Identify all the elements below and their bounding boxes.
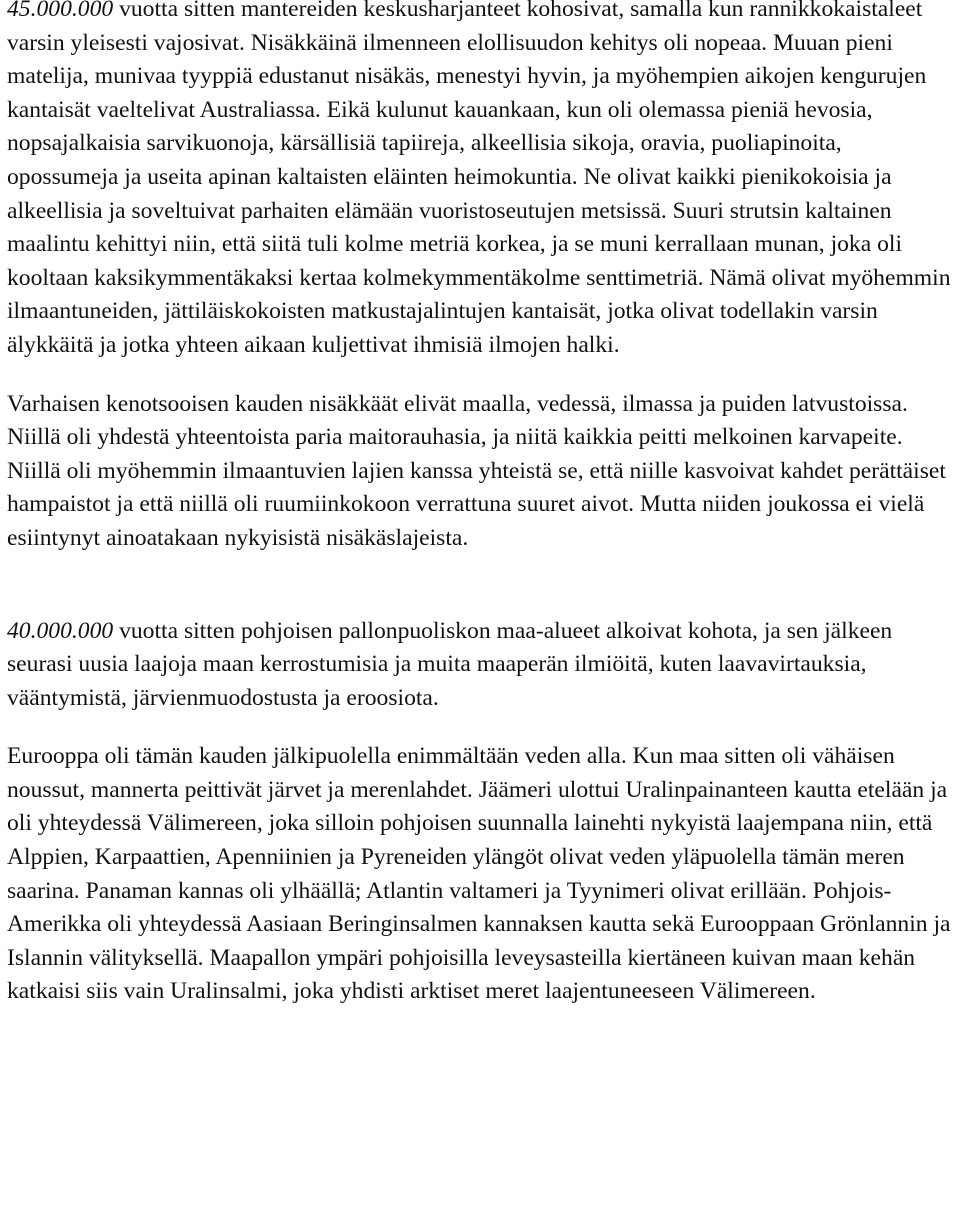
paragraph-text: Eurooppa oli tämän kauden jälkipuolella enimmältään veden alla. Kun maa sitten oli vähäisen noussut, mannerta peittivät järvet ja merenlahdet. Jäämeri ulottui Uralinpainanteen kautta etelään ja oli yhteydessä Välimereen, joka silloin pohjoisen suunnalla lainehti nykyistä laajempana niin, että Alppien, Karpaattien, Apenniinien ja Pyreneiden ylängöt olivat veden yläpuolella tämän meren saarina. Panaman kannas oli ylhäällä; Atlantin valtameri ja Tyynimeri olivat erillään. Pohjois-Amerikka oli yhteydessä Aasiaan Beringinsalmen kannaksen kautta sekä Eurooppaan Grönlannin ja Islannin välityksellä. Maapallon ympäri pohjoisilla leveysasteilla kiertäneen kuivan maan kehän katkaisi siis vain Uralinsalmi, joka yhdisti arktiset meret laajentuneeseen Välimereen. xyxy=(7,743,951,1005)
paragraph-1 xyxy=(7,0,957,363)
date-lead-40m: 40.000.000 xyxy=(7,617,114,644)
date-lead-45m: 45.000.000 xyxy=(7,0,114,22)
paragraph-4 xyxy=(7,740,957,1009)
document-page xyxy=(7,0,957,1009)
paragraph-3 xyxy=(7,615,957,716)
paragraph-text: Varhaisen kenotsooisen kauden nisäkkäät elivät maalla, vedessä, ilmassa ja puiden latvustoissa. Niillä oli yhdestä yhteentoista paria maitorauhasia, ja niitä kaikkia peitti melkoinen karvapeite. Niillä oli myöhemmin ilmaantuvien lajien kanssa yhteistä se, että niille kasvoivat kahdet perättäiset hampaistot ja että niillä oli ruumiinkokoon verrattuna suuret aivot. Mutta niiden joukossa ei vielä esiintynyt ainoatakaan nykyisistä nisäkäslajeista. xyxy=(7,390,946,551)
paragraph-text: vuotta sitten mantereiden keskusharjanteet kohosivat, samalla kun rannikkokaistaleet varsin yleisesti vajosivat. Nisäkkäinä ilmenneen elollisuudon kehitys oli nopeaa. Muuan pieni matelija, munivaa tyyppiä edustanut nisäkäs, menestyi hyvin, ja myöhempien aikojen kengurujen kantaisät vaeltelivat Australiassa. Eikä kulunut kauankaan, kun oli olemassa pieniä hevosia, nopsajalkaisia sarvikuonoja, kärsällisiä tapiireja, alkeellisia sikoja, oravia, puoliapinoita, opossumeja ja useita apinan kaltaisten eläinten heimokuntia. Ne olivat kaikki pienikokoisia ja alkeellisia ja soveltuivat parhaiten elämään vuoristoseutujen metsissä. Suuri strutsin kaltainen maalintu kehittyi niin, että siitä tuli kolme metriä korkea, ja se muni kerrallaan munan, joka oli kooltaan kaksikymmentäkaksi kertaa kolmekymmentäkolme senttimetriä. Nämä olivat myöhemmin ilmaantuneiden, jättiläiskokoisten matkustajalintujen kantaisät, jotka olivat todellakin varsin älykkäitä ja jotka yhteen aikaan kuljettivat ihmisiä ilmojen halki. xyxy=(7,0,951,358)
paragraph-text: vuotta sitten pohjoisen pallonpuoliskon maa-alueet alkoivat kohota, ja sen jälkeen seurasi uusia laajoja maan kerrostumisia ja muita maaperän ilmiöitä, kuten laavavirtauksia, vääntymistä, järvienmuodostusta ja eroosiota. xyxy=(7,617,893,711)
paragraph-2 xyxy=(7,388,957,556)
